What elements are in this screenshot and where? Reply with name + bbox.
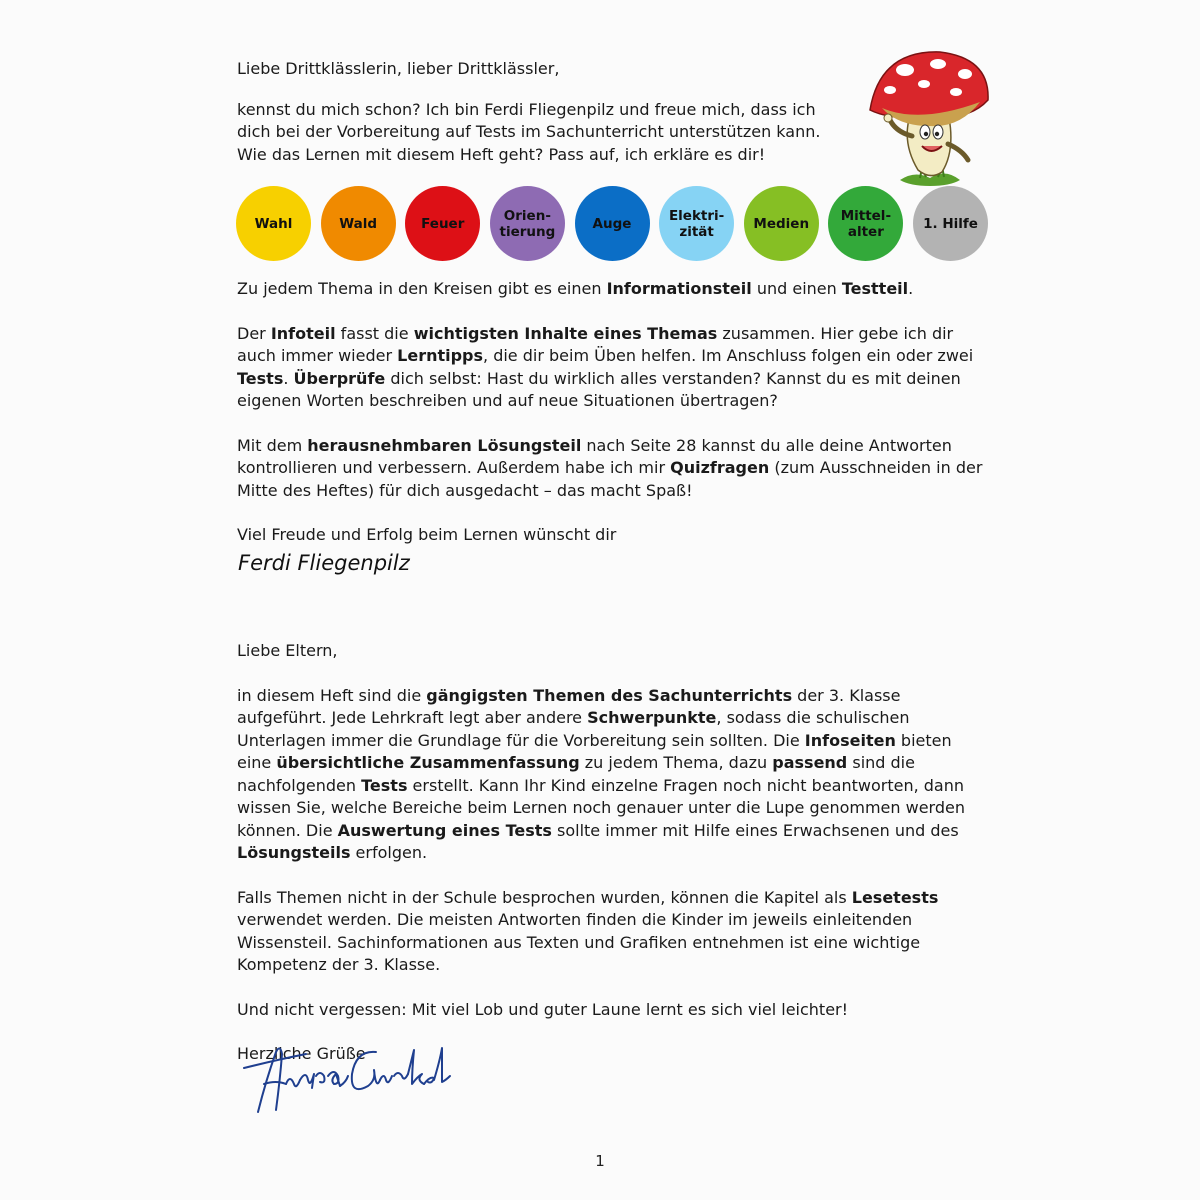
parents-closing: Herzliche Grüße — [237, 1044, 366, 1063]
page-number: 1 — [595, 1152, 605, 1170]
topic-circle: Wald — [321, 186, 396, 261]
child-closing: Viel Freude und Erfolg beim Lernen wünscht dir — [237, 525, 617, 544]
topic-circle: Medien — [744, 186, 819, 261]
topic-circle: Elektri- zität — [659, 186, 734, 261]
topic-circles — [236, 186, 988, 258]
handwritten-signature — [236, 1040, 456, 1120]
parents-para-lesetests: Falls Themen nicht in der Schule besprochen wurden, können die Kapitel als Lesetests verwendet werden. Die meisten Antworten finden die Kinder im jeweils einleitenden Wissensteil. Sachinformationen aus Texten und Grafiken entnehmen ist eine wichtige Kompetenz der 3. Klasse. — [237, 887, 939, 974]
letter-to-parents — [237, 640, 987, 1066]
child-para-infoteil: Der Infoteil fasst die wichtigsten Inhalte eines Themas zusammen. Hier gebe ich dir auch immer wieder Lerntipps, die dir beim Üben helfen. Im Anschluss folgen ein oder zwei Tests. Überprüfe dich selbst: Hast du wirklich alles verstanden? Kannst du es mit deinen eigenen Worten beschreiben und auf neue Situationen übertragen? — [237, 323, 974, 410]
child-para-loesungsteil: Mit dem herausnehmbaren Lösungsteil nach Seite 28 kannst du alle deine Antworten kontrollieren und verbessern. Außerdem habe ich mir Quizfragen (zum Ausschneiden in der Mitte des Heftes) für dich ausgedacht – das macht Spaß! — [237, 435, 983, 500]
parents-greeting: Liebe Eltern, — [237, 641, 338, 660]
intro-line: kennst du mich schon? Ich bin Ferdi Fliegenpilz und freue mich, dass ich — [237, 99, 816, 119]
letter-to-child — [237, 58, 987, 547]
topic-circle: Auge — [575, 186, 650, 261]
parents-para-lob: Und nicht vergessen: Mit viel Lob und guter Laune lernt es sich viel leichter! — [237, 999, 849, 1019]
parents-para-themen: in diesem Heft sind die gängigsten Themen des Sachunterrichts der 3. Klasse aufgeführt. Jede Lehrkraft legt aber andere Schwerpunkte, sodass die schulischen Unterlagen immer die Grundlage für die Vorbereitung sein sollten. Die Infoseiten bieten eine übersichtliche Zusammenfassung zu jedem Thema, dazu passend sind die nachfolgenden Tests erstellt. Kann Ihr Kind einzelne Fragen noch nicht beantworten, dann wissen Sie, welche Bereiche beim Lernen noch genauer unter die Lupe genommen werden können. Die Auswertung eines Tests sollte immer mit Hilfe eines Erwachsenen und des Lösungsteils erfolgen. — [237, 685, 965, 862]
child-greeting: Liebe Drittklässlerin, lieber Drittklässler, — [237, 59, 560, 78]
topic-circle: 1. Hilfe — [913, 186, 988, 261]
intro-line: dich bei der Vorbereitung auf Tests im Sachunterricht unterstützen kann. — [237, 122, 821, 141]
ferdi-signature: Ferdi Fliegenpilz — [238, 551, 410, 575]
topic-circle: Mittel- alter — [828, 186, 903, 261]
child-para-info-test: Zu jedem Thema in den Kreisen gibt es einen Informationsteil und einen Testteil. — [237, 279, 914, 298]
topic-circle: Feuer — [405, 186, 480, 261]
topic-circle: Orien- tierung — [490, 186, 565, 261]
topic-circle: Wahl — [236, 186, 311, 261]
intro-line: Wie das Lernen mit diesem Heft geht? Pass auf, ich erkläre es dir! — [237, 144, 766, 164]
child-intro — [237, 99, 837, 167]
